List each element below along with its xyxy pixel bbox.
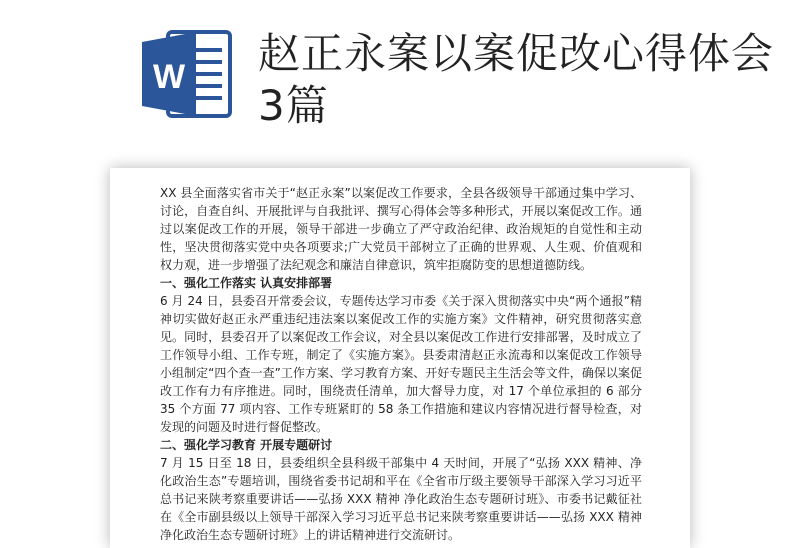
section-heading: 一、强化工作落实 认真安排部署 xyxy=(160,276,333,290)
word-icon xyxy=(138,28,234,120)
document-page xyxy=(110,168,690,548)
body-paragraph: 7 月 15 日至 18 日，县委组织全县科级干部集中 4 天时间，开展了“弘扬 XXX 精神、净化政治生态”专题培训，围绕省委书记胡和平在《全省市厅级主要领导干部深入学习习近平总书记来陕考察重要讲话——弘扬 XXX 精神 净化政治生态专题研讨班》、市委书记戴征社在《全市副县级以上领导干部深入学习习近平总书记来陕考察重要讲话——弘扬 XXX 精神 净化政治生态专题研讨班》上的讲话精神进行交流研讨。 xyxy=(160,456,642,542)
section-heading: 二、强化学习教育 开展专题研讨 xyxy=(160,438,333,452)
document-body xyxy=(160,184,642,544)
body-paragraph: 6 月 24 日，县委召开常委会议，专题传达学习市委《关于深入贯彻落实中央“两个通报”精神切实做好赵正永严重违纪违法案以案促改工作的实施方案》文件精神，研究贯彻落实意见。同时，县委召开了以案促改工作会议，对全县以案促改工作进行安排部署，及时成立了工作领导小组、工作专班，制定了《实施方案》。县委肃清赵正永流毒和以案促改工作领导小组制定“四个查一查”工作方案、学习教育方案、开好专题民主生活会等文件，确保以案促改工作有力有序推进。同时，围绕责任清单，加大督导力度，对 17 个单位承担的 6 部分 35 个方面 77 项内容、工作专班紧盯的 58 条工作措施和建议内容情况进行督导检查，对发现的问题及时进行督促整改。 xyxy=(160,294,642,434)
header xyxy=(0,0,800,150)
svg-text:W: W xyxy=(152,58,186,96)
body-paragraph: XX 县全面落实省市关于“赵正永案”以案促改工作要求，全县各级领导干部通过集中学习、讨论，自查自纠、开展批评与自我批评、撰写心得体会等多种形式，开展以案促改工作。通过以案促改工作的开展，领导干部进一步确立了严守政治纪律、政治规矩的自觉性和主动性，坚决贯彻落实党中央各项要求;广大党员干部树立了正确的世界观、人生观、价值观和权力观，进一步增强了法纪观念和廉洁自律意识，筑牢拒腐防变的思想道德防线。 xyxy=(160,186,642,272)
page-title: 赵正永案以案促改心得体会3篇 xyxy=(258,29,775,130)
